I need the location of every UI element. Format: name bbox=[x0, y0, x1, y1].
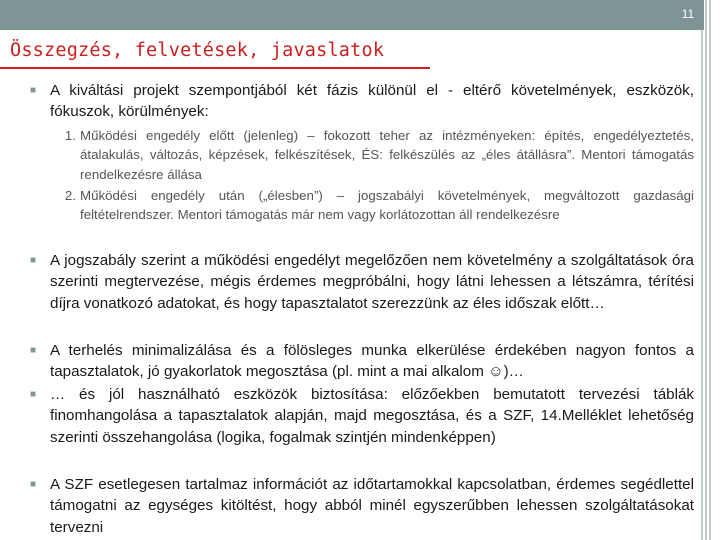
square-bullet-icon: ■ bbox=[30, 345, 37, 356]
page-number: 11 bbox=[681, 7, 695, 21]
bullet-item bbox=[30, 340, 694, 383]
title-underline bbox=[0, 67, 430, 69]
numbered-item-text: Működési engedély előtt (jelenleg) – fokozott teher az intézményeken: építés, engedélyeztetés, átalakulás, változás, képzések, felkészítések, ÉS: felkészülés az „éles átállásra”. Mentori támogatás rendelkezésre állása bbox=[80, 128, 694, 182]
square-bullet-icon: ■ bbox=[30, 389, 37, 400]
square-bullet-icon: ■ bbox=[30, 255, 37, 266]
bullet-text: A SZF esetlegesen tartalmaz információt az időtartamokkal kapcsolatban, érdemes segédlettel támogatni az egységes kitöltést, hogy abból minél egyszerűbben lehessen szolgáltatásokat tervezni bbox=[50, 476, 694, 536]
item-number: 2. bbox=[64, 188, 76, 203]
bullet-text: A jogszabály szerint a működési engedélyt megelőzően nem követelmény a szolgáltatások óra szerinti megtervezése, mégis érdemes megpróbálni, hogy látni lehessen a létszámra, térítési díjra vonatkozó adatokat, és hogy tapasztalatot szerezzünk az éles időszak előtt… bbox=[50, 252, 694, 312]
square-bullet-icon: ■ bbox=[30, 479, 37, 490]
bullet-item bbox=[30, 250, 694, 314]
bullet-item bbox=[30, 384, 694, 448]
numbered-item bbox=[64, 126, 694, 184]
bullet-text: A kiváltási projekt szempontjából két fázis különül el - eltérő követelmények, eszközök, fókuszok, körülmények: bbox=[50, 82, 694, 121]
slide-title: Összegzés, felvetések, javaslatok bbox=[10, 40, 385, 61]
bullet-item bbox=[30, 474, 694, 538]
bullet-text: A terhelés minimalizálása és a fölösleges munka elkerülése érdekében nagyon fontos a tapasztalatok, jó gyakorlatok megosztása (pl. mint a mai alkalom ☺)… bbox=[50, 342, 694, 381]
bullet-item bbox=[30, 80, 694, 123]
decorative-side-lines bbox=[700, 0, 720, 540]
square-bullet-icon: ■ bbox=[30, 85, 37, 96]
bullet-text: … és jól használható eszközök biztosítása: előzőekben bemutatott tervezési táblák finomhangolása a tapasztalatok alapján, majd megosztása, és a SZF, 14.Melléklet lehetőség szerinti összehangolása (logika, fogalmak szintjén mindenképpen) bbox=[50, 386, 694, 446]
numbered-item-text: Működési engedély után („élesben”) – jogszabályi követelmények, megváltozott gazdasági feltételrendszer. Mentori támogatás már nem vagy korlátozottan áll rendelkezésre bbox=[80, 188, 694, 223]
item-number: 1. bbox=[64, 128, 76, 143]
header-bar bbox=[0, 0, 704, 30]
numbered-item bbox=[64, 186, 694, 225]
